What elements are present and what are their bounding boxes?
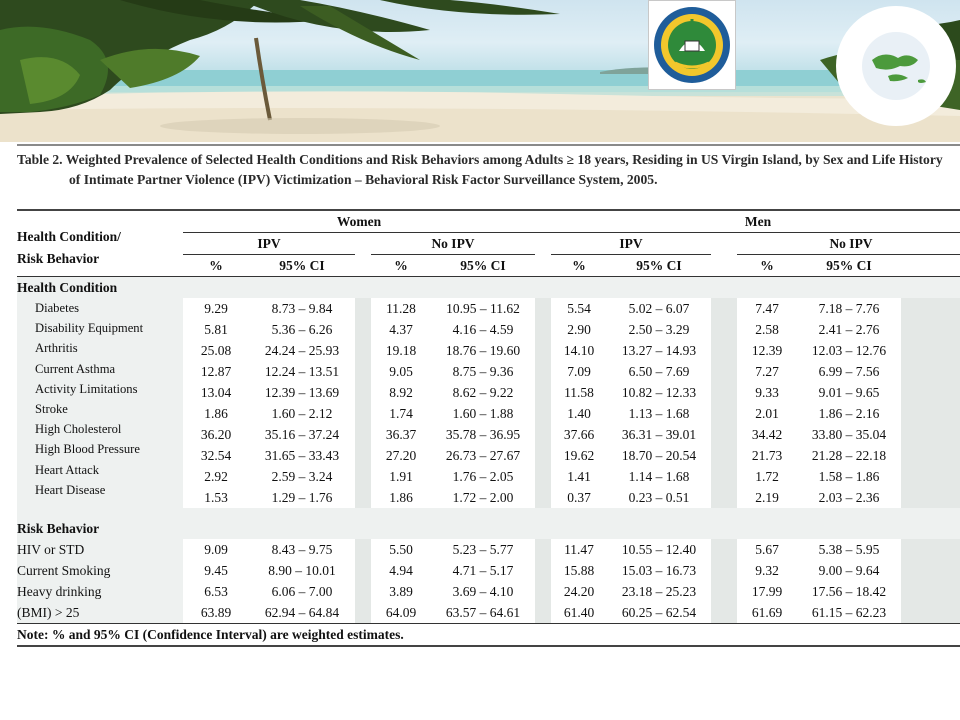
header-ci: 95% CI bbox=[797, 255, 901, 277]
percent-cell: 1.86 bbox=[371, 487, 431, 508]
ci-cell: 10.82 – 12.33 bbox=[607, 382, 711, 403]
percent-cell: 1.40 bbox=[551, 403, 607, 424]
percent-cell: 21.73 bbox=[737, 445, 797, 466]
percent-cell: 9.29 bbox=[183, 298, 249, 319]
percent-cell: 2.90 bbox=[551, 319, 607, 340]
ci-cell: 0.23 – 0.51 bbox=[607, 487, 711, 508]
risk-behavior-label: HIV or STD bbox=[17, 539, 183, 560]
percent-cell: 9.05 bbox=[371, 361, 431, 382]
header-pct: % bbox=[183, 255, 249, 277]
ci-cell: 8.62 – 9.22 bbox=[431, 382, 535, 403]
health-conditions-body bbox=[17, 298, 960, 508]
ci-cell: 26.73 – 27.67 bbox=[431, 445, 535, 466]
health-condition-label: High Blood Pressure bbox=[35, 442, 140, 457]
percent-cell: 9.33 bbox=[737, 382, 797, 403]
beach-scene-image bbox=[0, 0, 960, 142]
header-men-no-ipv: No IPV bbox=[737, 233, 960, 255]
header-ci: 95% CI bbox=[431, 255, 535, 277]
ci-cell: 5.36 – 6.26 bbox=[249, 319, 355, 340]
ci-cell: 13.27 – 14.93 bbox=[607, 340, 711, 361]
risk-behavior-label: (BMI) > 25 bbox=[17, 602, 183, 624]
ci-cell: 6.06 – 7.00 bbox=[249, 581, 355, 602]
header-men-ipv: IPV bbox=[551, 233, 711, 255]
ci-cell: 5.38 – 5.95 bbox=[797, 539, 901, 560]
health-condition-label: Stroke bbox=[35, 402, 68, 417]
ci-cell: 1.86 – 2.16 bbox=[797, 403, 901, 424]
ci-cell: 4.71 – 5.17 bbox=[431, 560, 535, 581]
health-condition-label: Activity Limitations bbox=[35, 381, 138, 396]
percent-cell: 24.20 bbox=[551, 581, 607, 602]
percent-cell: 1.72 bbox=[737, 466, 797, 487]
ci-cell: 21.28 – 22.18 bbox=[797, 445, 901, 466]
table-row bbox=[17, 560, 960, 581]
percent-cell: 61.69 bbox=[737, 602, 797, 624]
percent-cell: 4.37 bbox=[371, 319, 431, 340]
table-caption bbox=[17, 144, 960, 189]
beach-banner bbox=[0, 0, 960, 142]
percent-cell: 36.20 bbox=[183, 424, 249, 445]
percent-cell: 12.39 bbox=[737, 340, 797, 361]
ci-cell: 35.78 – 36.95 bbox=[431, 424, 535, 445]
ci-cell: 1.60 – 1.88 bbox=[431, 403, 535, 424]
health-condition-label: Disability Equipment bbox=[35, 321, 144, 336]
percent-cell: 0.37 bbox=[551, 487, 607, 508]
section-risk-row bbox=[17, 518, 960, 539]
header-women-ipv: IPV bbox=[183, 233, 355, 255]
percent-cell: 13.04 bbox=[183, 382, 249, 403]
header-women: Women bbox=[183, 211, 535, 233]
ci-cell: 9.01 – 9.65 bbox=[797, 382, 901, 403]
ci-cell: 1.60 – 2.12 bbox=[249, 403, 355, 424]
ci-cell: 61.15 – 62.23 bbox=[797, 602, 901, 624]
ci-cell: 1.13 – 1.68 bbox=[607, 403, 711, 424]
table-row bbox=[17, 298, 960, 319]
percent-cell: 2.19 bbox=[737, 487, 797, 508]
percent-cell: 11.28 bbox=[371, 298, 431, 319]
header-ci: 95% CI bbox=[607, 255, 711, 277]
ci-cell: 1.58 – 1.86 bbox=[797, 466, 901, 487]
row-header-line1: Health Condition/ bbox=[17, 228, 121, 244]
ci-cell: 8.75 – 9.36 bbox=[431, 361, 535, 382]
percent-cell: 4.94 bbox=[371, 560, 431, 581]
percent-cell: 19.62 bbox=[551, 445, 607, 466]
percent-cell: 2.92 bbox=[183, 466, 249, 487]
percent-cell: 9.32 bbox=[737, 560, 797, 581]
risk-behavior-label: Current Smoking bbox=[17, 560, 183, 581]
ci-cell: 1.76 – 2.05 bbox=[431, 466, 535, 487]
ci-cell: 6.99 – 7.56 bbox=[797, 361, 901, 382]
caption-text: Weighted Prevalence of Selected Health Conditions and Risk Behaviors among Adults ≥ 18 years, Residing in US Virgin Island, by Sex and Life History of Intimate Partner Violence (IPV) Victimization – Behavioral Risk Factor Surveillance System, 2005. bbox=[65, 152, 943, 187]
percent-cell: 15.88 bbox=[551, 560, 607, 581]
ci-cell: 63.57 – 64.61 bbox=[431, 602, 535, 624]
ci-cell: 5.02 – 6.07 bbox=[607, 298, 711, 319]
table-note: Note: % and 95% CI (Confidence Interval) are weighted estimates. bbox=[17, 624, 960, 647]
ci-cell: 36.31 – 39.01 bbox=[607, 424, 711, 445]
percent-cell: 2.58 bbox=[737, 319, 797, 340]
percent-cell: 7.27 bbox=[737, 361, 797, 382]
ci-cell: 2.41 – 2.76 bbox=[797, 319, 901, 340]
percent-cell: 9.09 bbox=[183, 539, 249, 560]
header-pct: % bbox=[551, 255, 607, 277]
percent-cell: 11.47 bbox=[551, 539, 607, 560]
health-condition-label: High Cholesterol bbox=[35, 422, 122, 437]
percent-cell: 64.09 bbox=[371, 602, 431, 624]
note-row bbox=[17, 624, 960, 647]
ci-cell: 2.03 – 2.36 bbox=[797, 487, 901, 508]
table-row bbox=[17, 581, 960, 602]
row-header-line2: Risk Behavior bbox=[17, 250, 100, 266]
section-risk-title: Risk Behavior bbox=[17, 520, 100, 536]
prevalence-table bbox=[17, 209, 960, 647]
percent-cell: 12.87 bbox=[183, 361, 249, 382]
ci-cell: 6.50 – 7.69 bbox=[607, 361, 711, 382]
ci-cell: 8.90 – 10.01 bbox=[249, 560, 355, 581]
ci-cell: 12.24 – 13.51 bbox=[249, 361, 355, 382]
ci-cell: 10.55 – 12.40 bbox=[607, 539, 711, 560]
ci-cell: 18.76 – 19.60 bbox=[431, 340, 535, 361]
ci-cell: 9.00 – 9.64 bbox=[797, 560, 901, 581]
ci-cell: 4.16 – 4.59 bbox=[431, 319, 535, 340]
percent-cell: 61.40 bbox=[551, 602, 607, 624]
percent-cell: 6.53 bbox=[183, 581, 249, 602]
ci-cell: 17.56 – 18.42 bbox=[797, 581, 901, 602]
percent-cell: 1.41 bbox=[551, 466, 607, 487]
header-pct: % bbox=[737, 255, 797, 277]
header-row-sex bbox=[17, 211, 960, 233]
ci-cell: 8.73 – 9.84 bbox=[249, 298, 355, 319]
percent-cell: 2.01 bbox=[737, 403, 797, 424]
percent-cell: 3.89 bbox=[371, 581, 431, 602]
percent-cell: 25.08 bbox=[183, 340, 249, 361]
header-men: Men bbox=[551, 211, 960, 233]
ci-cell: 60.25 – 62.54 bbox=[607, 602, 711, 624]
percent-cell: 1.86 bbox=[183, 403, 249, 424]
percent-cell: 5.81 bbox=[183, 319, 249, 340]
header-women-no-ipv: No IPV bbox=[371, 233, 535, 255]
header-ci: 95% CI bbox=[249, 255, 355, 277]
health-condition-label: Current Asthma bbox=[35, 361, 116, 376]
percent-cell: 63.89 bbox=[183, 602, 249, 624]
ci-cell: 18.70 – 20.54 bbox=[607, 445, 711, 466]
ci-cell: 10.95 – 11.62 bbox=[431, 298, 535, 319]
ci-cell: 15.03 – 16.73 bbox=[607, 560, 711, 581]
health-condition-label: Heart Attack bbox=[35, 462, 99, 477]
ci-cell: 35.16 – 37.24 bbox=[249, 424, 355, 445]
ci-cell: 8.43 – 9.75 bbox=[249, 539, 355, 560]
percent-cell: 5.50 bbox=[371, 539, 431, 560]
percent-cell: 17.99 bbox=[737, 581, 797, 602]
health-condition-label: Heart Disease bbox=[35, 482, 106, 497]
ci-cell: 12.03 – 12.76 bbox=[797, 340, 901, 361]
ci-cell: 1.72 – 2.00 bbox=[431, 487, 535, 508]
percent-cell: 27.20 bbox=[371, 445, 431, 466]
percent-cell: 7.09 bbox=[551, 361, 607, 382]
caribbean-exploratory-logo bbox=[832, 2, 960, 130]
ci-cell: 1.14 – 1.68 bbox=[607, 466, 711, 487]
section-health-row bbox=[17, 277, 960, 299]
caption-label: Table 2. bbox=[17, 152, 63, 167]
health-condition-label: Diabetes bbox=[35, 301, 80, 315]
health-labels-cell bbox=[17, 298, 183, 508]
percent-cell: 1.91 bbox=[371, 466, 431, 487]
percent-cell: 8.92 bbox=[371, 382, 431, 403]
ci-cell: 33.80 – 35.04 bbox=[797, 424, 901, 445]
risk-behavior-label: Heavy drinking bbox=[17, 581, 183, 602]
percent-cell: 36.37 bbox=[371, 424, 431, 445]
percent-cell: 9.45 bbox=[183, 560, 249, 581]
table-row bbox=[17, 602, 960, 624]
ci-cell: 5.23 – 5.77 bbox=[431, 539, 535, 560]
ci-cell: 2.59 – 3.24 bbox=[249, 466, 355, 487]
ci-cell: 23.18 – 25.23 bbox=[607, 581, 711, 602]
table-row bbox=[17, 539, 960, 560]
ci-cell: 1.29 – 1.76 bbox=[249, 487, 355, 508]
percent-cell: 5.67 bbox=[737, 539, 797, 560]
ci-cell: 3.69 – 4.10 bbox=[431, 581, 535, 602]
header-pct: % bbox=[371, 255, 431, 277]
percent-cell: 19.18 bbox=[371, 340, 431, 361]
percent-cell: 1.74 bbox=[371, 403, 431, 424]
percent-cell: 5.54 bbox=[551, 298, 607, 319]
ci-cell: 7.18 – 7.76 bbox=[797, 298, 901, 319]
ci-cell: 24.24 – 25.93 bbox=[249, 340, 355, 361]
ci-cell: 31.65 – 33.43 bbox=[249, 445, 355, 466]
ci-cell: 2.50 – 3.29 bbox=[607, 319, 711, 340]
ci-cell: 62.94 – 64.84 bbox=[249, 602, 355, 624]
section-health-title: Health Condition bbox=[17, 279, 118, 295]
ci-cell: 12.39 – 13.69 bbox=[249, 382, 355, 403]
health-condition-label: Arthritis bbox=[35, 341, 78, 356]
percent-cell: 32.54 bbox=[183, 445, 249, 466]
university-seal-logo bbox=[648, 0, 736, 90]
percent-cell: 1.53 bbox=[183, 487, 249, 508]
percent-cell: 37.66 bbox=[551, 424, 607, 445]
risk-behaviors-body bbox=[17, 539, 960, 624]
percent-cell: 14.10 bbox=[551, 340, 607, 361]
percent-cell: 34.42 bbox=[737, 424, 797, 445]
row-header bbox=[17, 211, 183, 277]
percent-cell: 7.47 bbox=[737, 298, 797, 319]
percent-cell: 11.58 bbox=[551, 382, 607, 403]
